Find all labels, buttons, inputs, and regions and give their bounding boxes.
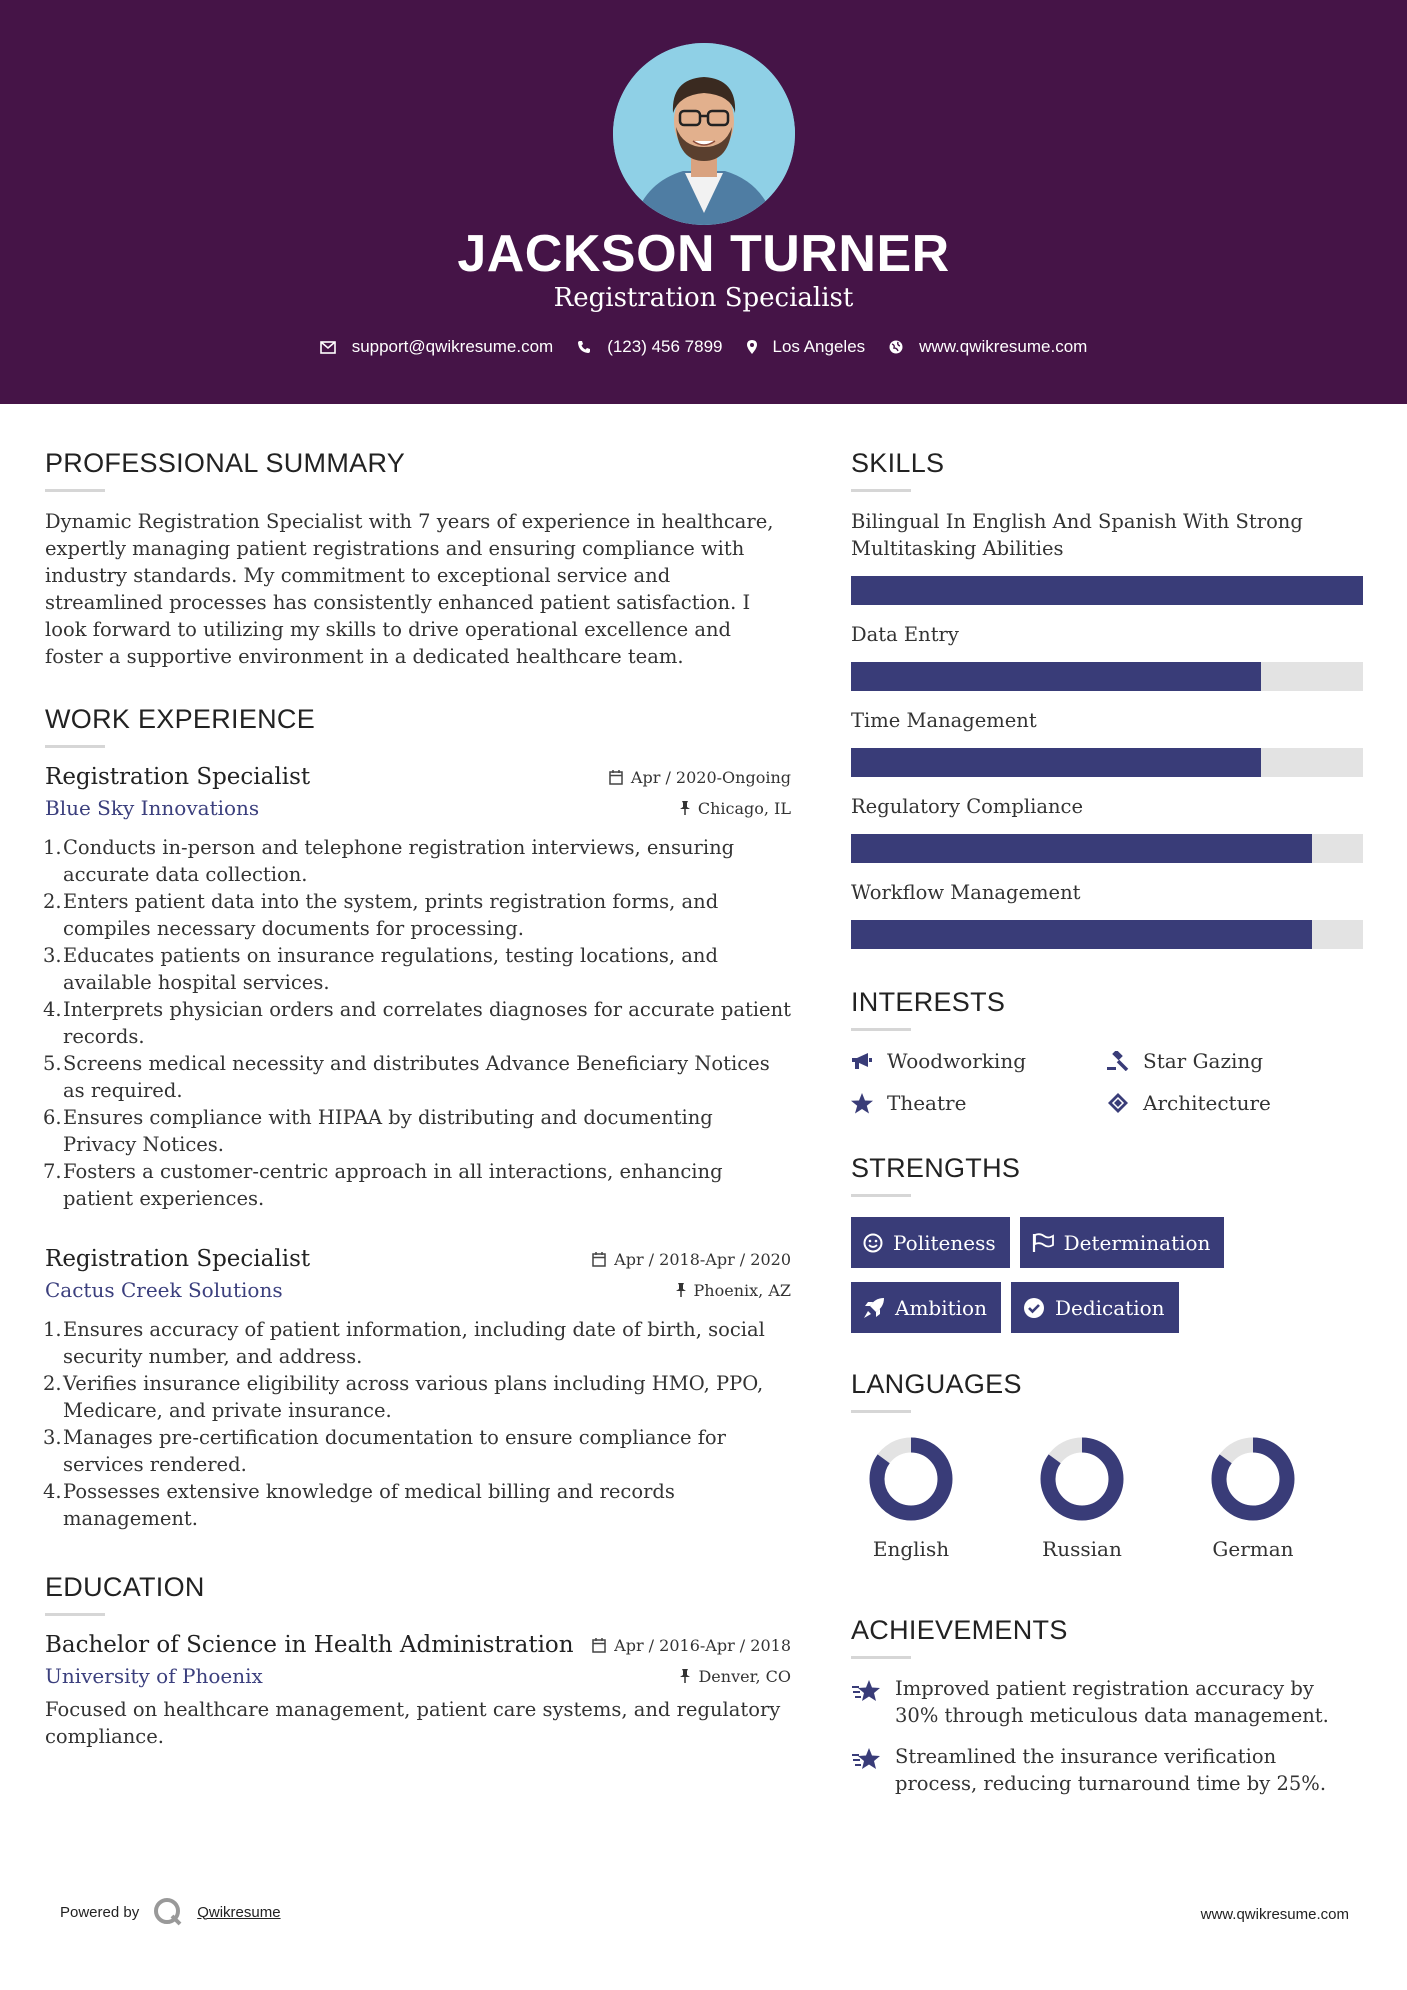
- duty-text: Screens medical necessity and distributes Advance Beneficiary Notices as required.: [63, 1052, 770, 1102]
- language-name: English: [872, 1537, 950, 1561]
- skill-name: Time Management: [851, 709, 1037, 732]
- job-location-text: Phoenix, AZ: [693, 1280, 791, 1300]
- duty-text: Conducts in-person and telephone registration interviews, ensuring accurate data collection.: [63, 836, 735, 886]
- strength-badge: [851, 1217, 1010, 1268]
- duty-number: 1.: [43, 836, 62, 859]
- language-ring: [1032, 1429, 1132, 1529]
- skill-item: [851, 707, 1363, 777]
- check-circle-icon: [1023, 1297, 1045, 1319]
- skill-bar: [851, 748, 1363, 777]
- duty-text: Educates patients on insurance regulations, testing locations, and available hospital services.: [63, 944, 718, 994]
- job-company: Blue Sky Innovations: [45, 796, 260, 820]
- interest-item: [851, 1091, 1107, 1115]
- skill-item: [851, 793, 1363, 863]
- duty-item: [45, 834, 791, 888]
- pushpin-icon: [680, 801, 690, 815]
- qwikresume-logo-icon: [153, 1897, 183, 1927]
- language-ring: [1203, 1429, 1303, 1529]
- job-heading-row: [45, 764, 791, 790]
- duty-number: 1.: [43, 1318, 62, 1341]
- skill-name: Data Entry: [851, 623, 959, 646]
- interest-grid: [851, 1049, 1363, 1115]
- summary-title: PROFESSIONAL SUMMARY: [45, 448, 406, 478]
- language-item: [1193, 1429, 1313, 1561]
- education-title: EDUCATION: [45, 1572, 205, 1602]
- section-divider: [45, 745, 105, 748]
- megaphone-icon: [851, 1052, 873, 1070]
- job-list: [45, 764, 791, 1532]
- achievements-section: [851, 1615, 1363, 1797]
- star-icon: [851, 1093, 873, 1114]
- gavel-icon: [1107, 1051, 1129, 1071]
- duty-item: [45, 942, 791, 996]
- duty-number: 6.: [43, 1106, 62, 1129]
- skills-section: [851, 448, 1363, 949]
- right-column: [851, 448, 1363, 1797]
- experience-title: WORK EXPERIENCE: [45, 704, 316, 734]
- strength-label: Ambition: [895, 1295, 987, 1320]
- summary-section: [45, 448, 791, 670]
- education-degree: Bachelor of Science in Health Administration: [45, 1632, 574, 1658]
- duty-item: [45, 1316, 791, 1370]
- contact-website-text: www.qwikresume.com: [919, 337, 1088, 356]
- strength-badges-row-2: [851, 1282, 1363, 1333]
- pushpin-icon: [676, 1283, 686, 1297]
- contact-email-text: support@qwikresume.com: [351, 337, 554, 356]
- envelope-icon: [320, 341, 336, 354]
- duty-list: [45, 1316, 791, 1532]
- resume-header: [0, 0, 1407, 404]
- job-sub-row: [45, 796, 791, 820]
- job-dates-text: Apr / 2020-Ongoing: [630, 767, 791, 787]
- language-item: [851, 1429, 971, 1561]
- interest-item: [1107, 1091, 1363, 1115]
- skill-item: [851, 508, 1363, 605]
- job-entry: [45, 1246, 791, 1532]
- education-description: Focused on healthcare management, patient care systems, and regulatory compliance.: [45, 1698, 781, 1748]
- achievement-list: [851, 1675, 1363, 1797]
- skill-bar-fill: [851, 920, 1312, 949]
- skill-list: [851, 508, 1363, 949]
- contact-location-text: Los Angeles: [772, 337, 866, 356]
- job-title: Registration Specialist: [45, 764, 311, 790]
- globe-icon: [889, 340, 903, 354]
- duty-list: [45, 834, 791, 1212]
- duty-text: Verifies insurance eligibility across various plans including HMO, PPO, Medicare, and private insurance.: [63, 1372, 764, 1422]
- achievement-text: Streamlined the insurance verification process, reducing turnaround time by 25%.: [895, 1745, 1327, 1795]
- duty-number: 4.: [43, 1480, 62, 1503]
- contact-bar: [0, 337, 1407, 357]
- duty-text: Interprets physician orders and correlates diagnoses for accurate patient records.: [63, 998, 791, 1048]
- powered-by-label: Powered by: [60, 1903, 140, 1921]
- interest-label: Star Gazing: [1143, 1049, 1264, 1073]
- interest-item: [1107, 1049, 1363, 1073]
- duty-item: [45, 1104, 791, 1158]
- skill-name: Workflow Management: [851, 881, 1081, 904]
- duty-item: [45, 1424, 791, 1478]
- map-pin-icon: [747, 340, 757, 354]
- skill-bar: [851, 834, 1363, 863]
- profile-photo: [613, 43, 795, 225]
- strength-badge: [851, 1282, 1001, 1333]
- contact-location: [747, 337, 866, 357]
- education-location: [680, 1667, 791, 1686]
- trophy-star-icon: [851, 1747, 883, 1773]
- languages-title: LANGUAGES: [851, 1369, 1022, 1399]
- job-location-text: Chicago, IL: [697, 798, 791, 818]
- interest-item: [851, 1049, 1107, 1073]
- duty-item: [45, 1050, 791, 1104]
- skill-bar: [851, 662, 1363, 691]
- duty-item: [45, 1158, 791, 1212]
- footer-website[interactable]: www.qwikresume.com: [1200, 1906, 1349, 1923]
- contact-phone-text: (123) 456 7899: [607, 337, 723, 356]
- section-divider: [851, 1028, 911, 1031]
- duty-item: [45, 996, 791, 1050]
- education-dates-text: Apr / 2016-Apr / 2018: [614, 1635, 791, 1655]
- calendar-icon: [609, 770, 623, 785]
- job-heading-row: [45, 1246, 791, 1272]
- languages-section: [851, 1369, 1363, 1595]
- duty-number: 5.: [43, 1052, 62, 1075]
- skill-bar: [851, 576, 1363, 605]
- education-school: University of Phoenix: [45, 1664, 263, 1688]
- section-divider: [45, 1613, 105, 1616]
- duty-item: [45, 1478, 791, 1532]
- interests-section: [851, 987, 1363, 1115]
- duty-text: Ensures accuracy of patient information, including date of birth, social security number, and address.: [63, 1318, 765, 1368]
- job-dates: [609, 768, 791, 787]
- candidate-name: JACKSON TURNER: [457, 225, 950, 283]
- duty-item: [45, 1370, 791, 1424]
- skill-name: Regulatory Compliance: [851, 795, 1083, 818]
- experience-section: [45, 704, 791, 1532]
- strengths-section: [851, 1153, 1363, 1333]
- rocket-icon: [863, 1297, 885, 1319]
- strength-badge: [1020, 1217, 1225, 1268]
- smile-icon: [863, 1233, 883, 1253]
- skill-bar-fill: [851, 662, 1261, 691]
- duty-text: Manages pre-certification documentation to ensure compliance for services rendered.: [63, 1426, 726, 1476]
- calendar-icon: [592, 1252, 606, 1267]
- candidate-role: Registration Specialist: [553, 283, 854, 313]
- achievement-item: [851, 1743, 1363, 1797]
- achievement-text: Improved patient registration accuracy by 30% through meticulous data management.: [895, 1677, 1329, 1727]
- flag-icon: [1032, 1233, 1054, 1253]
- ticket-icon: [1107, 1092, 1129, 1114]
- duty-text: Fosters a customer-centric approach in all interactions, enhancing patient experiences.: [63, 1160, 723, 1210]
- duty-text: Enters patient data into the system, prints registration forms, and compiles necessary documents for processing.: [63, 890, 719, 940]
- duty-number: 4.: [43, 998, 62, 1021]
- language-list: [851, 1429, 1363, 1595]
- section-divider: [45, 489, 105, 492]
- skill-item: [851, 621, 1363, 691]
- job-dates-text: Apr / 2018-Apr / 2020: [614, 1249, 791, 1269]
- education-dates: [592, 1636, 791, 1655]
- language-name: Russian: [1042, 1537, 1122, 1561]
- education-location-text: Denver, CO: [698, 1666, 791, 1686]
- skills-title: SKILLS: [851, 448, 945, 478]
- duty-item: [45, 888, 791, 942]
- duty-number: 3.: [43, 1426, 62, 1449]
- achievements-title: ACHIEVEMENTS: [851, 1615, 1068, 1645]
- interest-label: Architecture: [1143, 1091, 1271, 1115]
- job-title: Registration Specialist: [45, 1246, 311, 1272]
- language-name: German: [1212, 1537, 1294, 1561]
- section-divider: [851, 1410, 911, 1413]
- contact-email[interactable]: [320, 337, 554, 357]
- strength-badge: [1011, 1282, 1179, 1333]
- language-ring: [861, 1429, 961, 1529]
- job-company: Cactus Creek Solutions: [45, 1278, 283, 1302]
- pushpin-icon: [680, 1669, 690, 1683]
- skill-bar: [851, 920, 1363, 949]
- skill-name: Bilingual In English And Spanish With Strong Multitasking Abilities: [851, 510, 1303, 560]
- duty-text: Possesses extensive knowledge of medical billing and records management.: [63, 1480, 675, 1530]
- skill-bar-fill: [851, 834, 1312, 863]
- interests-title: INTERESTS: [851, 987, 1006, 1017]
- job-sub-row: [45, 1278, 791, 1302]
- strength-label: Dedication: [1054, 1295, 1165, 1320]
- strengths-title: STRENGTHS: [851, 1153, 1021, 1183]
- strength-label: Determination: [1063, 1230, 1211, 1255]
- section-divider: [851, 1656, 911, 1659]
- summary-text: Dynamic Registration Specialist with 7 years of experience in healthcare, expertly managing patient registrations and ensuring compliance with industry standards. My commitment to exceptional service and streamlined processes has consistently enhanced patient satisfaction. I look forward to utilizing my skills to drive operational excellence and foster a supportive environment in a dedicated healthcare team.: [45, 510, 774, 668]
- section-divider: [851, 489, 911, 492]
- education-section: [45, 1572, 791, 1750]
- trophy-star-icon: [851, 1679, 883, 1705]
- contact-phone[interactable]: [577, 337, 722, 357]
- education-sub-row: [45, 1664, 791, 1688]
- interest-label: Theatre: [887, 1091, 967, 1115]
- left-column: [45, 448, 791, 1750]
- duty-number: 2.: [43, 1372, 62, 1395]
- job-location: [676, 1281, 791, 1300]
- job-location: [680, 799, 791, 818]
- job-entry: [45, 764, 791, 1212]
- skill-item: [851, 879, 1363, 949]
- duty-number: 2.: [43, 890, 62, 913]
- skill-bar-fill: [851, 748, 1261, 777]
- calendar-icon: [592, 1638, 606, 1653]
- education-heading-row: [45, 1632, 791, 1658]
- strength-badges: [851, 1217, 1363, 1268]
- language-item: [1022, 1429, 1142, 1561]
- duty-text: Ensures compliance with HIPAA by distributing and documenting Privacy Notices.: [63, 1106, 713, 1156]
- phone-icon: [577, 340, 591, 354]
- footer-powered-by: [60, 1897, 281, 1927]
- strength-label: Politeness: [893, 1230, 996, 1255]
- duty-number: 3.: [43, 944, 62, 967]
- skill-bar-fill: [851, 576, 1363, 605]
- brand-link[interactable]: Qwikresume: [197, 1903, 281, 1921]
- job-dates: [592, 1250, 791, 1269]
- interest-label: Woodworking: [887, 1049, 1027, 1073]
- achievement-item: [851, 1675, 1363, 1729]
- section-divider: [851, 1194, 911, 1197]
- contact-website[interactable]: [889, 337, 1087, 357]
- duty-number: 7.: [43, 1160, 62, 1183]
